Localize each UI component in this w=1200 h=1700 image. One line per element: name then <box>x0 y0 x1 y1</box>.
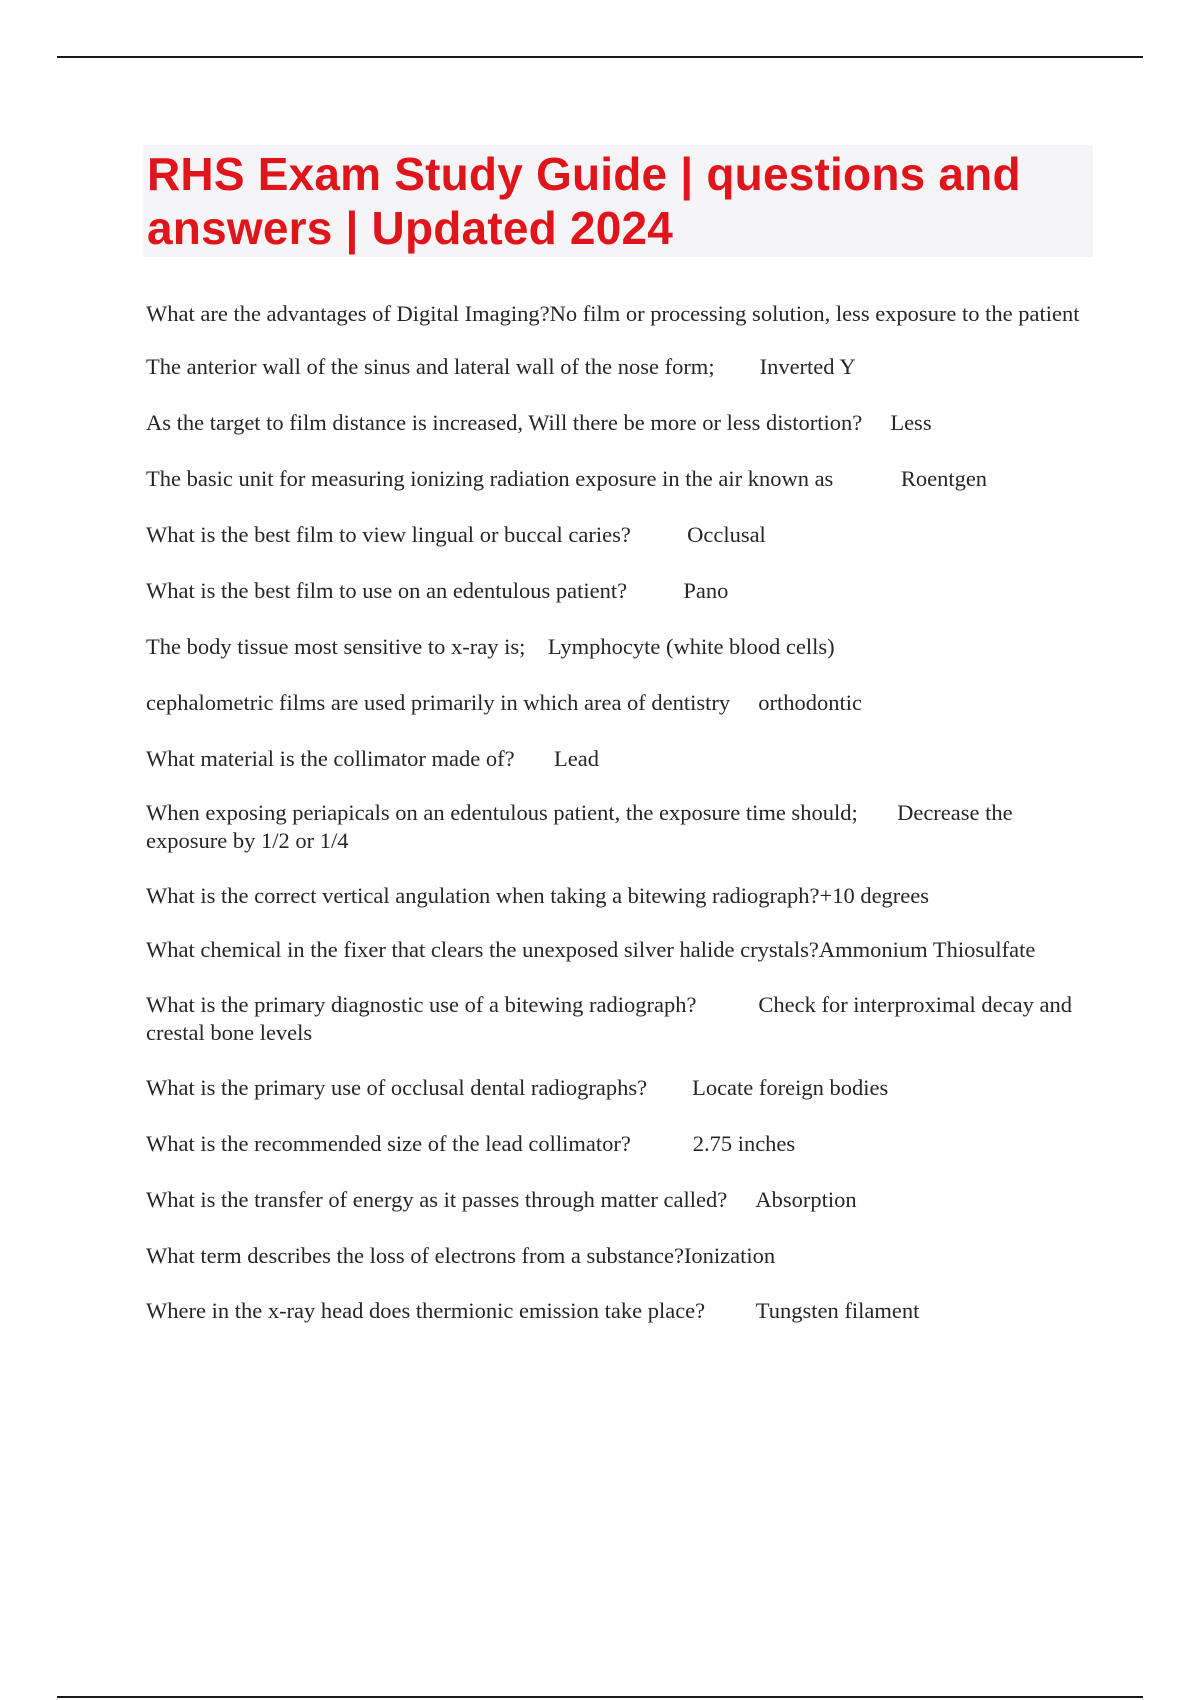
answer-text: Check for interproximal decay and crestal bone levels <box>146 992 1072 1045</box>
question-text: What is the best film to use on an edentulous patient? <box>146 578 628 603</box>
qa-item <box>146 353 1091 381</box>
qa-item <box>146 991 1091 1047</box>
qa-separator <box>631 1131 693 1156</box>
qa-item <box>146 521 1091 549</box>
answer-text: Ammonium Thiosulfate <box>818 937 1036 962</box>
qa-item <box>146 300 1091 328</box>
qa-item <box>146 465 1091 493</box>
qa-separator <box>858 800 897 825</box>
answer-text: Inverted Y <box>759 354 856 379</box>
question-text: What is the correct vertical angulation when taking a bitewing radiograph? <box>146 883 820 908</box>
question-text: What chemical in the fixer that clears the unexposed silver halide crystals? <box>146 937 819 962</box>
qa-separator <box>833 466 901 491</box>
qa-item <box>146 577 1091 605</box>
qa-item <box>146 936 1091 964</box>
answer-text: No film or processing solution, less exposure to the patient <box>549 301 1080 326</box>
answer-text: Ionization <box>683 1243 776 1268</box>
question-text: What are the advantages of Digital Imaging? <box>146 301 550 326</box>
question-text: What is the primary use of occlusal dental radiographs? <box>146 1075 648 1100</box>
question-text: What term describes the loss of electrons from a substance? <box>146 1243 684 1268</box>
qa-item <box>146 745 1091 773</box>
answer-text: Absorption <box>755 1187 857 1212</box>
qa-item <box>146 689 1091 717</box>
question-text: When exposing periapicals on an edentulous patient, the exposure time should; <box>146 800 858 825</box>
question-text: What is the recommended size of the lead collimator? <box>146 1131 631 1156</box>
answer-text: +10 degrees <box>819 883 930 908</box>
qa-separator <box>631 522 687 547</box>
document-title: RHS Exam Study Guide | questions and answers | Updated 2024 <box>147 148 1021 254</box>
question-text: What is the transfer of energy as it passes through matter called? <box>146 1187 728 1212</box>
qa-item <box>146 1186 1091 1214</box>
qa-separator <box>515 746 554 771</box>
qa-item <box>146 633 1091 661</box>
qa-separator <box>647 1075 692 1100</box>
question-text: The body tissue most sensitive to x-ray is; <box>146 634 526 659</box>
qa-separator <box>862 410 890 435</box>
qa-separator <box>730 690 758 715</box>
question-text: What is the primary diagnostic use of a bitewing radiograph? <box>146 992 697 1017</box>
answer-text: Less <box>890 410 932 435</box>
qa-item <box>146 1074 1091 1102</box>
qa-separator <box>705 1298 756 1323</box>
qa-separator <box>715 354 760 379</box>
question-text: What is the best film to view lingual or buccal caries? <box>146 522 631 547</box>
bottom-rule <box>57 1696 1143 1698</box>
answer-text: orthodontic <box>758 690 863 715</box>
answer-text: Decrease the exposure by 1/2 or 1/4 <box>146 800 1013 853</box>
qa-item <box>146 1297 1091 1325</box>
answer-text: Locate foreign bodies <box>692 1075 889 1100</box>
qa-item <box>146 1130 1091 1158</box>
question-text: The anterior wall of the sinus and lateral wall of the nose form; <box>146 354 715 379</box>
question-text: cephalometric films are used primarily in which area of dentistry <box>146 690 731 715</box>
question-text: Where in the x-ray head does thermionic emission take place? <box>146 1298 706 1323</box>
qa-separator <box>696 992 758 1017</box>
qa-item <box>146 799 1091 855</box>
answer-text: 2.75 inches <box>692 1131 796 1156</box>
question-text: As the target to film distance is increased, Will there be more or less distortion? <box>146 410 863 435</box>
answer-text: Roentgen <box>900 466 988 491</box>
qa-list <box>146 300 1091 1325</box>
answer-text: Lead <box>553 746 599 771</box>
qa-item <box>146 1242 1091 1270</box>
qa-separator <box>727 1187 755 1212</box>
qa-separator <box>525 634 548 659</box>
qa-item <box>146 409 1091 437</box>
title-banner <box>143 145 1093 257</box>
top-rule <box>57 56 1143 58</box>
answer-text: Occlusal <box>687 522 766 547</box>
answer-text: Pano <box>683 578 729 603</box>
question-text: What material is the collimator made of? <box>146 746 515 771</box>
qa-item <box>146 882 1091 910</box>
answer-text: Tungsten filament <box>755 1298 920 1323</box>
qa-separator <box>627 578 683 603</box>
answer-text: Lymphocyte (white blood cells) <box>547 634 835 659</box>
question-text: The basic unit for measuring ionizing radiation exposure in the air known as <box>146 466 834 491</box>
